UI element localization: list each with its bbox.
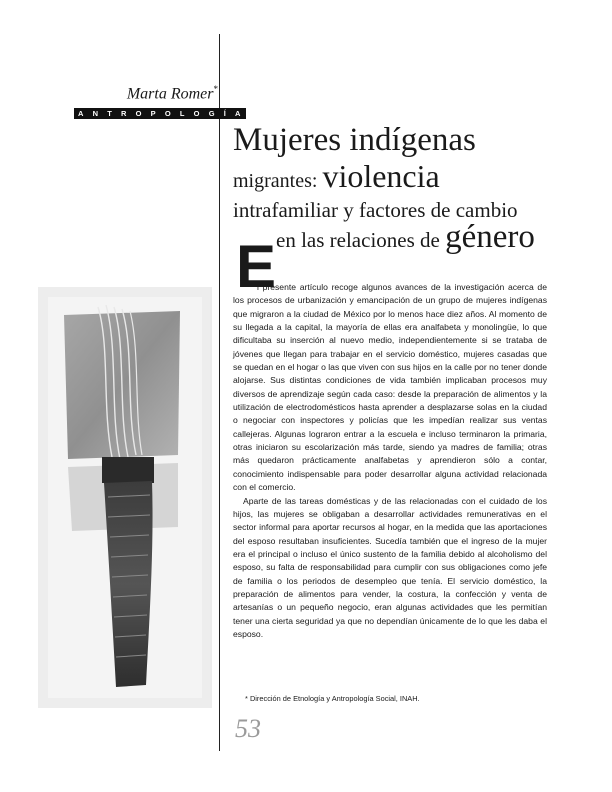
- title-line-1: Mujeres indígenas: [233, 122, 476, 158]
- title-line-4: en las relaciones de género: [276, 219, 535, 255]
- section-label: ANTROPOLOGÍA: [78, 109, 250, 118]
- footnote-mark: *: [245, 694, 248, 703]
- drop-cap: E: [236, 233, 277, 300]
- author-name: Marta Romer*: [126, 84, 218, 103]
- paragraph-1: l presente artículo recoge algunos avances de la investigación acerca de los procesos de urbanización y emancipación de un grupo de mujeres indígenas que migraron a la ciudad de México por lo menos hace diez años. Al momento de su llegada a la capital, la mayoría de ellas era analfabeta y monolingüe, lo que dificultaba su inserción al nuevo medio, independientemente si se trataba de jóvenes que llegan para trabajar en el servicio doméstico, mujeres casadas que se quedan en el hogar o las que viven con sus hijos en la calle por no tener donde alojarse. Sus distintas condiciones de vida también implicaban procesos muy diversos de aprendizaje según cada caso: desde la preparación de alimentos y la utilización de electrodomésticos hasta aprender a desplazarse solas en la ciudad o negociar con inspectores y policías que les impedían realizar sus ventas callejeras. Algunas lograron entrar a la escuela e incluso terminaron la primaria, otras iniciaron su escolarización más tarde, siendo ya madres de familia; otras más quedaron prácticamente analfabetas y aprendieron sólo a contar, conocimiento indispensable para poder desarrollar alguna actividad relacionada con el comercio.: [233, 282, 547, 493]
- title-line-3: intrafamiliar y factores de cambio: [233, 198, 518, 222]
- page-number: 53: [235, 714, 261, 743]
- title-line-2: migrantes: violencia: [233, 158, 440, 194]
- vertical-rule: [219, 34, 220, 751]
- footnote-text: Dirección de Etnología y Antropología Social, INAH.: [249, 694, 420, 703]
- artwork-image: [38, 287, 212, 708]
- article-body: [233, 281, 547, 641]
- footnote: [245, 694, 420, 703]
- author-footnote-mark: *: [213, 84, 218, 94]
- paragraph-2: Aparte de las tareas domésticas y de las relacionadas con el cuidado de los hijos, las mujeres se obligaban a desarrollar actividades remunerativas en el sector informal para aportar recursos al hogar, en la medida que las aportaciones del esposo resultaban insuficientes. Sucedía también que el ingreso de la mujer era el principal o incluso el único sustento de la familia debido al alcoholismo del esposo, su falta de responsabilidad para cumplir con sus obligaciones como jefe de familia o los periodos de desempleo que tenía. El servicio doméstico, la preparación de alimentos para vender, la costura, la confección y venta de artesanías o un pequeño negocio, eran algunas actividades que les permitían tener una cierta seguridad ya que no dependían únicamente de lo que les daba el esposo.: [233, 495, 547, 639]
